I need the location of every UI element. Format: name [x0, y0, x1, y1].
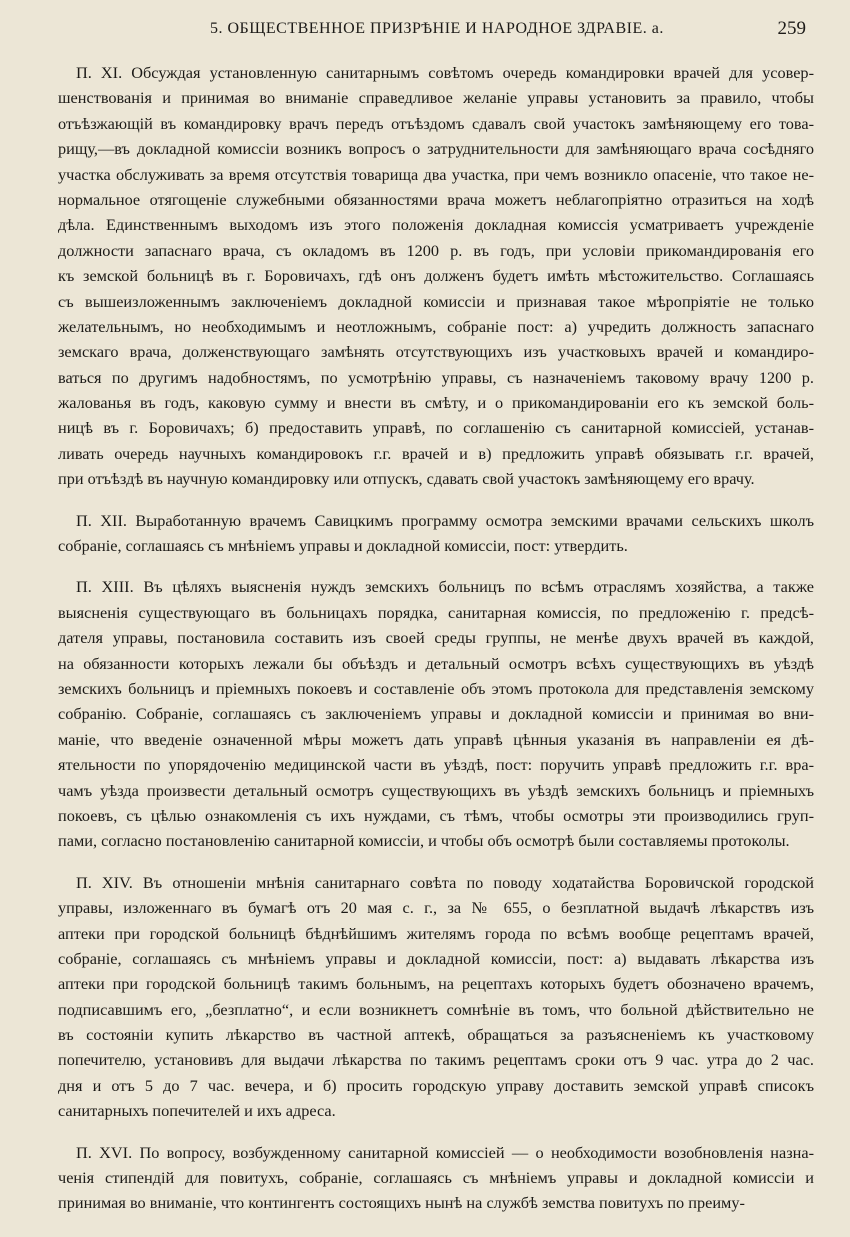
- text-line: собранію. Собраніе, соглашаясь съ заключеніемъ управы и докладной комиссіи и принимая во вни-: [58, 704, 814, 724]
- text-line: шенствованія и принимая во вниманіе справедливое желаніе управы установить за правило, чтобы: [58, 88, 814, 108]
- text-line: принимая во вниманіе, что контингентъ состоящихъ нынѣ на службѣ земства повитухъ по преиму-: [58, 1193, 745, 1213]
- text-line: аптеки при городской больницѣ бѣднѣйшимъ жителямъ города по всѣмъ вообще рецептамъ врачей,: [58, 923, 814, 943]
- text-line: П. XIII. Въ цѣляхъ выясненія нуждъ земскихъ больницъ по всѣмъ отраслямъ хозяйства, а также: [76, 577, 814, 597]
- text-line: покоевъ, съ цѣлью ознакомленія съ ихъ нуждами, съ тѣмъ, чтобы осмотры эти производились груп-: [58, 805, 814, 825]
- text-line: пами, согласно постановленію санитарной комиссіи, и чтобы объ осмотрѣ были составляемы протоколы.: [58, 831, 790, 851]
- text-line: въ состояніи купить лѣкарство въ частной аптекѣ, обращаться за разъясненіемъ къ участковому: [58, 1025, 814, 1045]
- text-line: собраніе, соглашаясь съ мнѣніемъ управы и докладной комиссіи, пост: а) выдавать лѣкарства изъ: [58, 948, 814, 968]
- text-line: чамъ уѣзда произвести детальный осмотръ существующихъ въ уѣздѣ земскихъ больницъ и пріемныхъ: [58, 780, 814, 800]
- page-header: [60, 18, 806, 44]
- text-line: дателя управы, постановила составить изъ своей среды группы, не менѣе двухъ врачей въ каждой,: [58, 628, 814, 648]
- text-line: ливать очередь научныхъ командировокъ г.г. врачей и в) предложить управѣ обязывать г.г. врачей,: [58, 443, 814, 463]
- paragraph: [58, 1140, 814, 1216]
- text-line: аптеки при городской больницѣ такимъ больнымъ, на рецептахъ которыхъ будетъ обозначено врачемъ,: [58, 974, 814, 994]
- text-line: нормальное отягощеніе служебными обязанностями врача можетъ неблагопріятно отразиться на ходѣ: [58, 189, 814, 209]
- text-line: санитарныхъ попечителей и ихъ адреса.: [58, 1101, 336, 1121]
- text-line: дѣла. Единственнымъ выходомъ изъ этого положенія докладная комиссія усматриваетъ учрежденіе: [58, 215, 814, 235]
- page-number: 259: [777, 18, 806, 39]
- running-title: 5. ОБЩЕСТВЕННОЕ ПРИЗРѢНІЕ И НАРОДНОЕ ЗДРАВІЕ. а.: [210, 20, 664, 37]
- text-line: рищу,—въ докладной комиссіи возникъ вопросъ о затруднительности для замѣняющаго врача сосѣдняго: [58, 139, 814, 159]
- text-line: выясненія существующаго въ больницахъ порядка, санитарная комиссія, по предложенію г. предсѣ-: [58, 602, 814, 622]
- text-line: дня и отъ 5 до 7 час. вечера, и б) просить городскую управу доставить земской управѣ списокъ: [58, 1075, 814, 1095]
- text-line: собраніе, соглашаясь съ мнѣніемъ управы и докладной комиссіи, пост: утвердить.: [58, 536, 628, 556]
- text-line: ченія стипендій для повитухъ, собраніе, соглашаясь съ мнѣніемъ управы и докладной комиссіи и: [58, 1168, 814, 1188]
- text-line: желательнымъ, но необходимымъ и неотложнымъ, собраніе пост: а) учредить должность запаснаго: [58, 316, 814, 336]
- text-line: ваться по другимъ надобностямъ, по усмотрѣнію управы, съ назначеніемъ таковому врачу 1200 р.: [58, 367, 814, 387]
- text-line: П. XII. Выработанную врачемъ Савицкимъ программу осмотра земскими врачами сельскихъ школъ: [76, 510, 814, 530]
- text-line: жалованья въ годъ, каковую сумму и внести въ смѣту, и о прикомандированіи его къ земской боль-: [58, 393, 814, 413]
- text-line: съ вышеизложеннымъ заключеніемъ докладной комиссіи и признавая такое мѣропріятіе не только: [58, 291, 814, 311]
- paragraph: [58, 870, 814, 1124]
- text-line: П. XIV. Въ отношеніи мнѣнія санитарнаго совѣта по поводу ходатайства Боровичской городской: [76, 872, 814, 892]
- paragraph: [58, 60, 814, 492]
- text-line: П. XI. Обсуждая установленную санитарнымъ совѣтомъ очередь командировки врачей для усовер-: [76, 63, 814, 82]
- text-line: на обязанности которыхъ лежали бы объѣздъ и детальный осмотръ всѣхъ существующихъ въ уѣздѣ: [58, 653, 814, 673]
- document-body: [58, 60, 814, 1232]
- paragraph: [58, 508, 814, 559]
- text-line: къ земской больницѣ въ г. Боровичахъ, гдѣ онъ долженъ будетъ имѣть мѣстожительство. Соглашаясь: [58, 266, 814, 286]
- text-line: подписавшимъ его, „безплатно“, и если возникнетъ сомнѣніе въ томъ, что больной дѣйствительно не: [58, 999, 814, 1019]
- text-line: попечителю, установивъ для выдачи лѣкарства по такимъ рецептамъ сроки отъ 9 час. утра до 2 час.: [58, 1050, 814, 1070]
- text-line: земскихъ больницъ и пріемныхъ покоевъ и составленіе объ этомъ протокола для представленія земскому: [58, 678, 814, 698]
- paragraph: [58, 574, 814, 853]
- text-line: управы, изложеннаго въ бумагѣ отъ 20 мая с. г., за № 655, о безплатной выдачѣ лѣкарствъ изъ: [58, 898, 814, 918]
- text-line: при отъѣздѣ въ научную командировку или отпускъ, сдавать свой участокъ замѣняющему его врачу.: [58, 469, 755, 489]
- text-line: участка обслуживать за время отсутствія товарища два участка, при чемъ возникло опасеніе, что такое не-: [58, 164, 814, 184]
- text-line: земскаго врача, долженствующаго замѣнять отсутствующихъ изъ участковыхъ врачей и командиро-: [58, 342, 814, 362]
- text-line: должности запаснаго врача, съ окладомъ въ 1200 р. въ годъ, при условіи прикомандированія его: [58, 240, 814, 260]
- text-line: отъѣзжающій въ командировку врачъ передъ отъѣздомъ сдавалъ свой участокъ замѣняющему его това-: [58, 113, 814, 133]
- text-line: ятельности по упорядоченію медицинской части въ уѣздѣ, пост: поручить управѣ предложить г.г. вра-: [58, 755, 814, 775]
- text-line: ницѣ въ г. Боровичахъ; б) предоставить управѣ, по соглашенію съ санитарной комиссіей, устанав-: [58, 418, 814, 438]
- text-line: маніе, что введеніе означенной мѣры можетъ дать управѣ цѣнныя указанія въ направленіи ея дѣ-: [58, 729, 814, 749]
- text-line: П. XVI. По вопросу, возбужденному санитарной комиссіей — о необходимости возобновленія назна-: [76, 1142, 814, 1162]
